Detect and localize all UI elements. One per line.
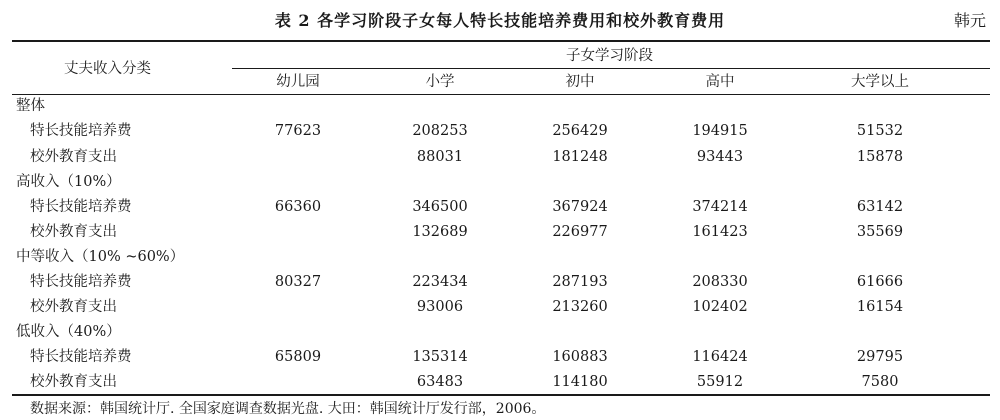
table-cell: 114180 [552,374,608,390]
row-label: 特长技能培养费 [30,349,132,365]
table-cell: 55912 [696,374,744,390]
row-label: 校外教育支出 [30,299,117,315]
table-cell: 61666 [856,274,904,290]
table-cell: 93443 [696,149,744,165]
table-cell: 93006 [416,299,464,315]
table-cell: 77623 [274,123,322,139]
group-header: 子女学习阶段 [566,48,653,64]
table-cell: 194915 [692,123,748,139]
table-cell: 287193 [552,274,608,290]
table-title-row [0,8,1000,34]
group-label: 中等收入（10% ~60%） [16,249,185,265]
col-header-primary: 小学 [425,74,455,90]
bottom-rule [12,394,990,396]
col-header-kindergarten: 幼儿园 [276,74,320,90]
group-label: 整体 [16,98,45,114]
table-cell: 213260 [552,299,608,315]
table-cell: 63142 [856,199,904,215]
table-cell: 181248 [552,149,608,165]
table-cell: 51532 [856,123,904,139]
table-cell: 160883 [552,349,608,365]
row-label: 特长技能培养费 [30,199,132,215]
table-cell: 102402 [692,299,748,315]
table-cell: 374214 [692,199,748,215]
row-label: 校外教育支出 [30,224,117,240]
top-rule [12,40,990,42]
table-cell: 65809 [274,349,322,365]
row-label: 校外教育支出 [30,149,117,165]
header-bottom-rule [12,94,990,95]
table-cell: 7580 [861,374,899,390]
table-cell: 223434 [412,274,468,290]
table-cell: 66360 [274,199,322,215]
table-cell: 226977 [552,224,608,240]
table-cell: 161423 [692,224,748,240]
table-cell: 35569 [856,224,904,240]
group-label: 低收入（40%） [16,324,121,340]
row-label: 特长技能培养费 [30,274,132,290]
table-cell: 208330 [692,274,748,290]
group-label: 高收入（10%） [16,174,121,190]
table-cell: 132689 [412,224,468,240]
row-header: 丈夫收入分类 [64,61,151,77]
table-cell: 135314 [412,349,468,365]
unit-label: 韩元 [953,11,986,30]
row-label: 特长技能培养费 [30,123,132,139]
table-cell: 116424 [692,349,748,365]
row-label: 校外教育支出 [30,374,117,390]
table-cell: 29795 [856,349,904,365]
data-source-note: 数据来源：韩国统计厅. 全国家庭调查数据光盘. 大田：韩国统计厅发行部，2006。 [30,401,546,417]
table-cell: 367924 [552,199,608,215]
table-cell: 16154 [856,299,904,315]
table-title: 表 2 各学习阶段子女每人特长技能培养费用和校外教育费用 [274,11,726,30]
table-cell: 15878 [856,149,904,165]
table-cell: 63483 [416,374,464,390]
col-header-high: 高中 [705,74,735,90]
table-cell: 88031 [416,149,464,165]
col-header-university: 大学以上 [851,74,909,90]
col-header-middle: 初中 [565,74,595,90]
table-cell: 346500 [412,199,468,215]
group-header-rule [232,68,990,69]
table-cell: 256429 [552,123,608,139]
table-cell: 80327 [274,274,322,290]
table-cell: 208253 [412,123,468,139]
